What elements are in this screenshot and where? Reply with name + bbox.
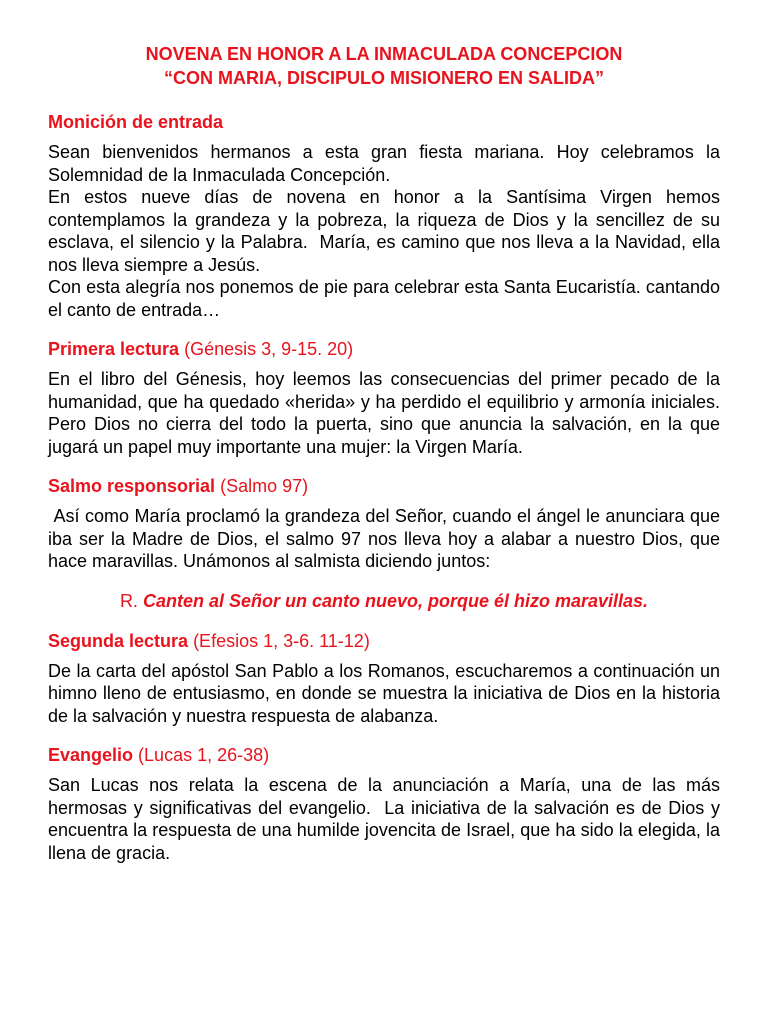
document-title bbox=[48, 42, 720, 90]
monicion-heading bbox=[48, 110, 720, 134]
primera-lectura-heading bbox=[48, 337, 720, 361]
salmo-response bbox=[48, 589, 720, 613]
primera-lectura-text: En el libro del Génesis, hoy leemos las consecuencias del primer pecado de la humanidad, que ha quedado «herida» y ha perdido el equilibrio y armonía iniciales. Pero Dios no cierra del todo la puerta, sino que anuncia la salvación, en la que jugará un papel muy importante una mujer: la Virgen María. bbox=[48, 369, 720, 457]
evangelio-reference: (Lucas 1, 26-38) bbox=[138, 745, 270, 765]
section-primera-lectura bbox=[48, 337, 720, 458]
segunda-lectura-heading bbox=[48, 629, 720, 653]
segunda-lectura-reference: (Efesios 1, 3-6. 11-12) bbox=[193, 630, 370, 651]
salmo-label: Salmo responsorial bbox=[48, 476, 216, 496]
section-monicion bbox=[48, 110, 741, 321]
segunda-lectura-text: De la carta del apóstol San Pablo a los Romanos, escucharemos a continuación un himno lleno de entusiasmo, en donde se muestra la iniciativa de Dios en la historia de la salvación y nuestra respuesta de alabanza. bbox=[48, 660, 720, 726]
section-segunda-lectura bbox=[48, 629, 720, 728]
primera-lectura-reference: (Génesis 3, 9-15. 20) bbox=[184, 339, 354, 359]
title-line-2: “CON MARIA, DISCIPULO MISIONERO EN SALIDA” bbox=[163, 68, 604, 88]
salmo-heading bbox=[48, 474, 720, 498]
monicion-paragraph-2: En estos nueve días de novena en honor a la Santísima Virgen hemos contemplamos la grandeza y la pobreza, la riqueza de Dios y la sencillez de su esclava, el silencio y la Palabra. María, es camino que nos lleva a la Navidad, ella nos lleva siempre a Jesús. bbox=[48, 187, 741, 275]
monicion-paragraph-3: Con esta alegría nos ponemos de pie para celebrar esta Santa Eucaristía. cantando el canto de entrada… bbox=[48, 277, 720, 320]
monicion-heading-label: Monición de entrada bbox=[48, 112, 224, 132]
evangelio-heading bbox=[48, 743, 720, 767]
salmo-text: Así como María proclamó la grandeza del Señor, cuando el ángel le anunciara que iba ser la Madre de Dios, el salmo 97 nos lleva hoy a alabar a nuestro Dios, que hace maravillas. Unámonos al salmista diciendo juntos: bbox=[48, 506, 726, 571]
salmo-response-prefix: R. bbox=[119, 590, 138, 611]
salmo-reference: (Salmo 97) bbox=[220, 476, 309, 496]
segunda-lectura-label: Segunda lectura bbox=[48, 630, 189, 651]
evangelio-text: San Lucas nos relata la escena de la anunciación a María, una de las más hermosas y significativas del evangelio. La iniciativa de la salvación es de Dios y encuentra la respuesta de una humilde jovencita de Israel, que ha sido la elegida, la llena de gracia. bbox=[48, 775, 726, 863]
salmo-response-text: Canten al Señor un canto nuevo, porque él hizo maravillas. bbox=[142, 590, 649, 611]
section-evangelio bbox=[48, 743, 726, 864]
evangelio-label: Evangelio bbox=[48, 745, 134, 765]
title-line-1: NOVENA EN HONOR A LA INMACULADA CONCEPCION bbox=[145, 44, 623, 64]
monicion-paragraph-1: Sean bienvenidos hermanos a esta gran fiesta mariana. Hoy celebramos la Solemnidad de la Inmaculada Concepción. bbox=[48, 142, 720, 185]
primera-lectura-label: Primera lectura bbox=[48, 339, 180, 359]
section-salmo bbox=[48, 474, 726, 573]
